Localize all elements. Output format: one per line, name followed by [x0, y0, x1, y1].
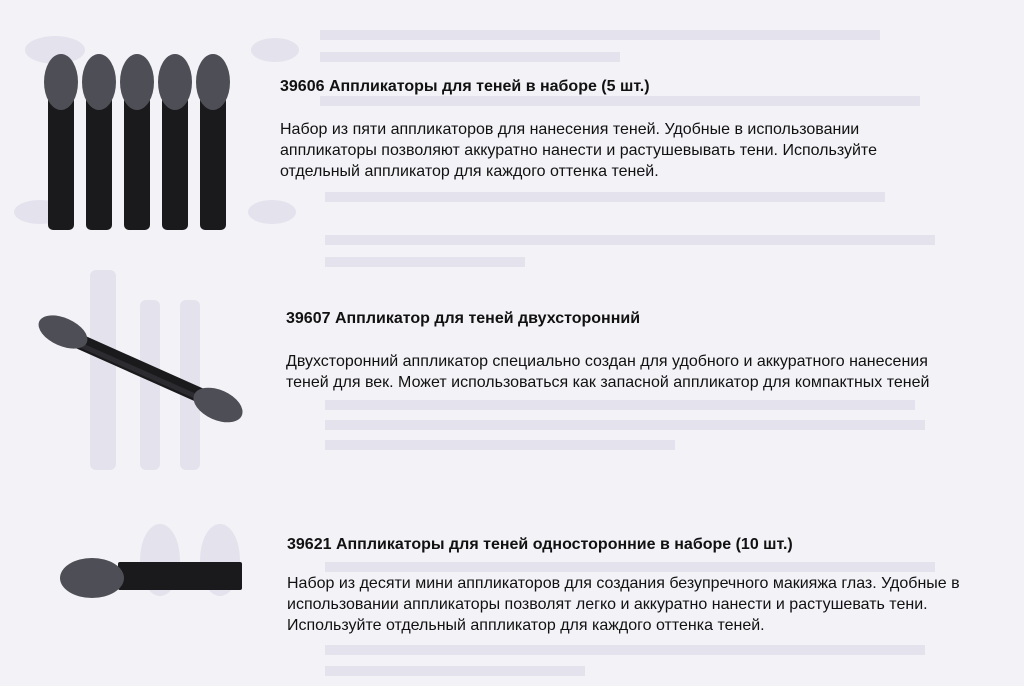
product-description-39606: Набор из пяти аппликаторов для нанесения теней. Удобные в использовании аппликаторы позволяют аккуратно нанести и растушевывать тени. Используйте отдельный аппликатор для каждого оттенка теней.	[280, 121, 877, 180]
product-description-39621: Набор из десяти мини аппликаторов для создания безупречного макияжа глаз. Удобные в использовании аппликаторы позволят легко и аккуратно нанести и растушевать тени. Используйте отдельный аппликатор для каждого оттенка теней.	[287, 575, 960, 634]
product-title-39607: 39607 Аппликатор для теней двухсторонний	[286, 310, 641, 327]
product-title-39606: 39606 Аппликаторы для теней в наборе (5 шт.)	[280, 78, 650, 95]
five-applicators-image	[40, 50, 240, 234]
applicator-3	[120, 54, 154, 230]
product-description-39607: Двухсторонний аппликатор специально создан для удобного и аккуратного нанесения теней для век. Может использоваться как запасной аппликатор для компактных теней	[286, 353, 930, 391]
double-sided-applicator-image	[36, 310, 248, 435]
applicator-1	[44, 54, 78, 230]
single-sided-applicator-image	[56, 548, 248, 610]
applicator-5	[196, 54, 230, 230]
applicator-4	[158, 54, 192, 230]
applicator-2	[82, 54, 116, 230]
product-title-39621: 39621 Аппликаторы для теней односторонние в наборе (10 шт.)	[287, 536, 793, 553]
